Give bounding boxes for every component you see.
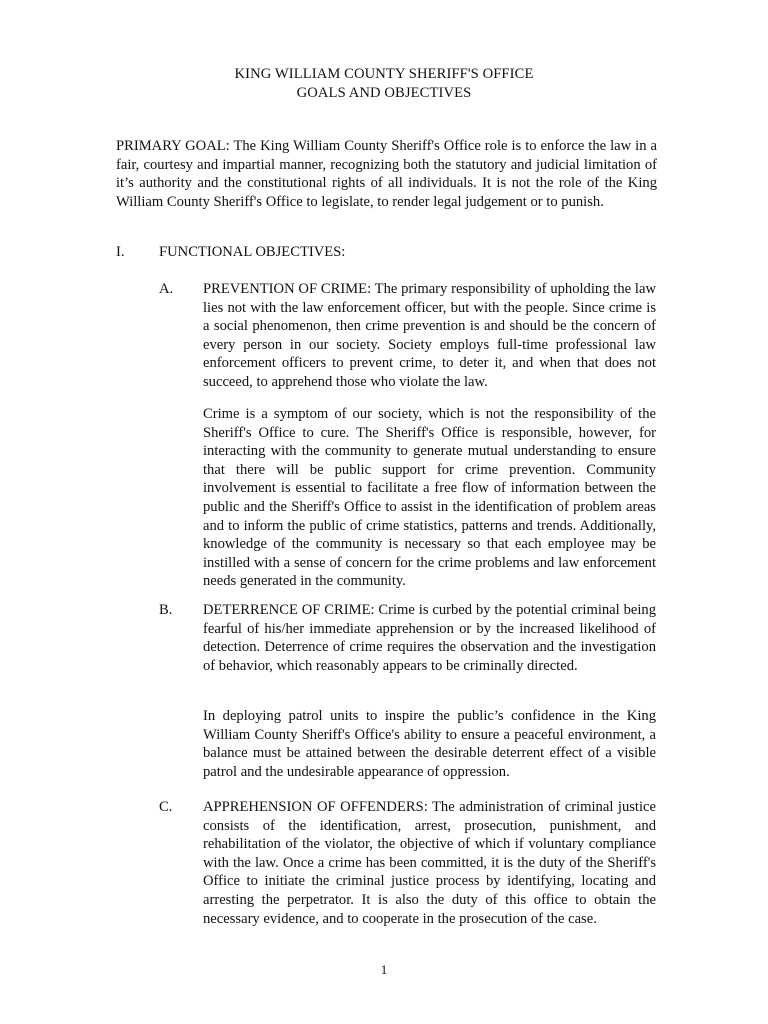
- objective-a-letter: A.: [159, 281, 174, 297]
- objective-a-paragraph-1: PREVENTION OF CRIME: The primary responsibility of upholding the law lies not with the law enforcement officer, but with the people. Since crime is a social phenomenon, then crime prevention is and should be the concern of every person in our society. Society employs full-time professional law enforcement officers to prevent crime, to deter it, and when that does not succeed, to apprehend those who violate the law.: [203, 281, 656, 390]
- page-number: 1: [380, 962, 388, 977]
- section-title: FUNCTIONAL OBJECTIVES:: [159, 244, 346, 260]
- objective-c-paragraph-1: APPREHENSION OF OFFENDERS: The administration of criminal justice consists of the identification, arrest, prosecution, punishment, and rehabilitation of the violator, the objective of which if voluntary compliance with the law. Once a crime has been committed, it is the duty of the Sheriff's Office to initiate the criminal justice process by identifying, locating and arresting the perpetrator. It is also the duty of this office to obtain the necessary evidence, and to cooperate in the prosecution of the case.: [203, 799, 656, 927]
- objective-b-letter: B.: [159, 602, 173, 618]
- document-subtitle: GOALS AND OBJECTIVES: [296, 85, 472, 101]
- objective-a-paragraph-2: Crime is a symptom of our society, which is not the responsibility of the Sheriff's Office to cure. The Sheriff's Office is responsible, however, for interacting with the community to generate mutual understanding to ensure that there will be public support for crime prevention. Community involvement is essential to facilitate a free flow of information between the public and the Sheriff's Office to assist in the identification of problem areas and to inform the public of crime statistics, patterns and trends. Additionally, knowledge of the community is necessary so that each employee may be instilled with a sense of concern for the crime problems and law enforcement needs generated in the community.: [203, 406, 656, 590]
- primary-goal-paragraph: PRIMARY GOAL: The King William County Sheriff's Office role is to enforce the law in a fair, courtesy and impartial manner, recognizing both the statutory and judicial limitation of it’s authority and the constitutional rights of all individuals. It is not the role of the King William County Sheriff's Office to legislate, to render legal judgement or to punish.: [116, 138, 657, 210]
- objective-b-paragraph-1: DETERRENCE OF CRIME: Crime is curbed by the potential criminal being fearful of his/her immediate apprehension or by the increased likelihood of detection. Deterrence of crime requires the observation and the investigation of behavior, which reasonably appears to be criminally directed.: [203, 602, 656, 674]
- objective-b-paragraph-2: In deploying patrol units to inspire the public’s confidence in the King William County Sheriff's Office's ability to ensure a peaceful environment, a balance must be attained between the desirable deterrent effect of a visible patrol and the undesirable appearance of oppression.: [203, 708, 656, 780]
- section-number: I.: [116, 244, 125, 260]
- document-title: KING WILLIAM COUNTY SHERIFF'S OFFICE: [234, 66, 534, 82]
- objective-c-letter: C.: [159, 799, 173, 815]
